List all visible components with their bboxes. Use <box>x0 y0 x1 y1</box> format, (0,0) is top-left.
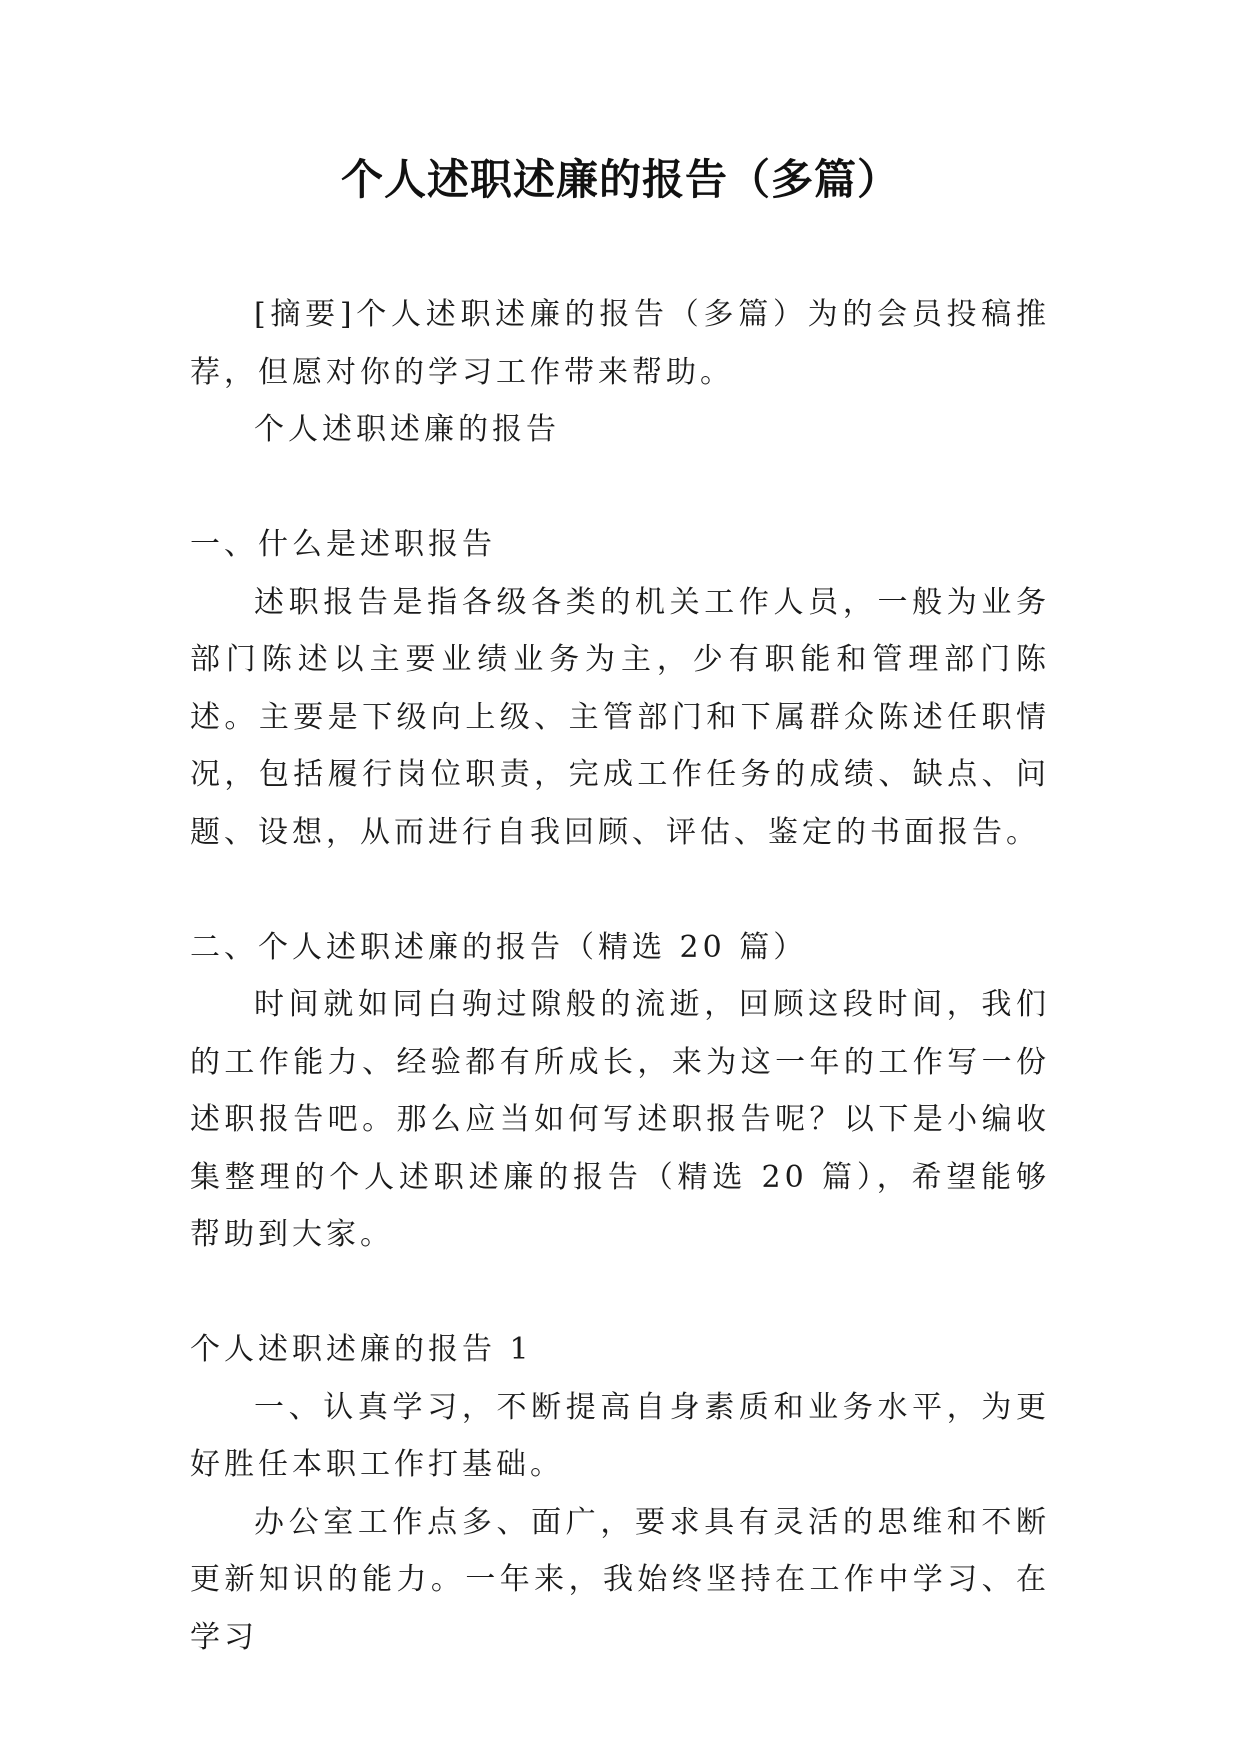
document-body <box>190 286 1050 1666</box>
report-1-point-1: 一、认真学习，不断提高自身素质和业务水平，为更好胜任本职工作打基础。 <box>190 1389 1050 1482</box>
report-1-paragraph: 办公室工作点多、面广，要求具有灵活的思维和不断更新知识的能力。一年来，我始终坚持在工作中学习、在学习 <box>190 1504 1050 1655</box>
intro-paragraph: 时间就如同白驹过隙般的流逝，回顾这段时间，我们的工作能力、经验都有所成长，来为这一年的工作写一份述职报告吧。那么应当如何写述职报告呢？以下是小编收集整理的个人述职述廉的报告（精选 20 篇），希望能够帮助到大家。 <box>190 987 1050 1252</box>
definition-paragraph: 述职报告是指各级各类的机关工作人员，一般为业务部门陈述以主要业绩业务为主，少有职能和管理部门陈述。主要是下级向上级、主管部门和下属群众陈述任职情况，包括履行岗位职责，完成工作任务的成绩、缺点、问题、设想，从而进行自我回顾、评估、鉴定的书面报告。 <box>190 584 1050 850</box>
report-subtitle: 个人述职述廉的报告 <box>254 412 560 447</box>
blank-line <box>190 459 1050 517</box>
report-1-heading: 个人述职述廉的报告 1 <box>190 1332 533 1367</box>
document-title: 个人述职述廉的报告（多篇） <box>340 155 900 204</box>
blank-line <box>190 861 1050 919</box>
blank-line <box>190 1264 1050 1322</box>
section-heading-1: 一、什么是述职报告 <box>190 527 496 562</box>
abstract-paragraph: [摘要]个人述职述廉的报告（多篇）为的会员投稿推荐，但愿对你的学习工作带来帮助。 <box>190 297 1050 390</box>
section-heading-2: 二、个人述职述廉的报告（精选 20 篇） <box>190 929 808 965</box>
